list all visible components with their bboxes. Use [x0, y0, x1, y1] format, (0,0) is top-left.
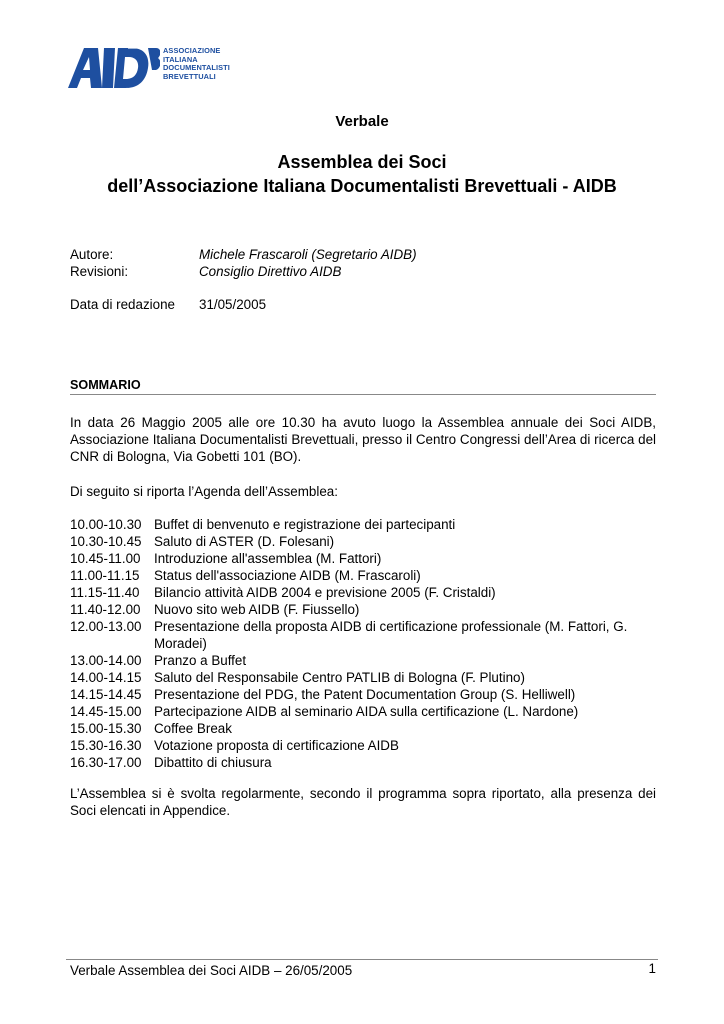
agenda-description: Dibattito di chiusura	[154, 755, 272, 770]
agenda-item	[70, 601, 660, 618]
agenda-description: Bilancio attività AIDB 2004 e previsione 2005 (F. Cristaldi)	[154, 585, 496, 600]
agenda-item	[70, 652, 660, 669]
logo-wordmark	[163, 47, 230, 81]
aidb-logo-mark-icon	[68, 44, 160, 92]
agenda-description: Presentazione del PDG, the Patent Documentation Group (S. Helliwell)	[154, 687, 576, 702]
agenda-time: 15.00-15.30	[70, 721, 142, 736]
title-line-1: Assemblea dei Soci	[277, 152, 447, 172]
agenda-item	[70, 567, 660, 584]
agenda-description: Partecipazione AIDB al seminario AIDA sulla certificazione (L. Nardone)	[154, 704, 579, 719]
agenda-time: 12.00-13.00	[70, 619, 142, 634]
aidb-logo	[68, 44, 228, 92]
date-value: 31/05/2005	[199, 297, 267, 312]
agenda-time: 10.00-10.30	[70, 517, 142, 532]
agenda-description: Saluto del Responsabile Centro PATLIB di Bologna (F. Plutino)	[154, 670, 525, 685]
closing-paragraph: L’Assemblea si è svolta regolarmente, secondo il programma sopra riportato, alla presenza dei Soci elencati in Appendice.	[70, 786, 656, 818]
agenda-time: 13.00-14.00	[70, 653, 142, 668]
footer-text: Verbale Assemblea dei Soci AIDB – 26/05/2005	[70, 963, 353, 978]
agenda-item	[70, 754, 660, 771]
agenda-description: Buffet di benvenuto e registrazione dei partecipanti	[154, 517, 456, 532]
agenda-item	[70, 720, 660, 737]
agenda-item	[70, 686, 660, 703]
agenda-description: Coffee Break	[154, 721, 232, 736]
agenda-item	[70, 533, 660, 550]
agenda-description: Nuovo sito web AIDB (F. Fiussello)	[154, 602, 360, 617]
revisions-value: Consiglio Direttivo AIDB	[199, 264, 342, 279]
meta-author	[70, 246, 417, 263]
agenda-description: Pranzo a Buffet	[154, 653, 247, 668]
agenda-time: 10.45-11.00	[70, 551, 141, 566]
agenda-intro: Di seguito si riporta l’Agenda dell’Assemblea:	[70, 484, 338, 499]
agenda-description: Votazione proposta di certificazione AIDB	[154, 738, 399, 753]
agenda-description: Presentazione della proposta AIDB di certificazione professionale (M. Fattori, G. Moradei)	[154, 619, 628, 651]
agenda-description: Introduzione all'assemblea (M. Fattori)	[154, 551, 382, 566]
agenda-time: 16.30-17.00	[70, 755, 142, 770]
agenda-description: Saluto di ASTER (D. Folesani)	[154, 534, 335, 549]
footer-divider	[66, 959, 658, 960]
agenda-time: 15.30-16.30	[70, 738, 142, 753]
agenda-item	[70, 669, 660, 686]
page-number: 1	[648, 961, 656, 976]
author-label: Autore:	[70, 247, 114, 262]
agenda-time: 14.45-15.00	[70, 704, 142, 719]
meta-revisions	[70, 263, 341, 280]
meta-date	[70, 296, 266, 313]
date-label: Data di redazione	[70, 297, 175, 312]
agenda-item	[70, 737, 660, 754]
document-title	[0, 150, 724, 198]
logo-line: DOCUMENTALISTI	[163, 63, 230, 73]
agenda-time: 11.40-12.00	[70, 602, 141, 617]
logo-line: ITALIANA	[163, 54, 198, 64]
document-type: Verbale	[335, 113, 389, 130]
agenda-item	[70, 550, 660, 567]
logo-line: ASSOCIAZIONE	[163, 46, 221, 55]
agenda-list	[70, 516, 660, 771]
intro-paragraph: In data 26 Maggio 2005 alle ore 10.30 ha avuto luogo la Assemblea annuale dei Soci AIDB, Associazione Italiana Documentalisti Brevettuali, presso il Centro Congressi dell’Area di ricerca del CNR di Bologna, Via Gobetti 101 (BO).	[70, 415, 656, 464]
summary-heading: SOMMARIO	[70, 378, 656, 395]
author-value: Michele Frascaroli (Segretario AIDB)	[199, 247, 417, 262]
agenda-item	[70, 584, 660, 601]
agenda-item	[70, 618, 660, 652]
agenda-time: 10.30-10.45	[70, 534, 142, 549]
agenda-time: 11.00-11.15	[70, 568, 140, 583]
agenda-time: 11.15-11.40	[70, 585, 140, 600]
title-line-2: dell’Associazione Italiana Documentalisti Brevettuali - AIDB	[107, 176, 617, 196]
agenda-time: 14.00-14.15	[70, 670, 142, 685]
agenda-description: Status dell'associazione AIDB (M. Frascaroli)	[154, 568, 421, 583]
logo-line: BREVETTUALI	[163, 71, 216, 81]
agenda-item	[70, 703, 660, 720]
agenda-item	[70, 516, 660, 533]
revisions-label: Revisioni:	[70, 264, 129, 279]
agenda-time: 14.15-14.45	[70, 687, 142, 702]
